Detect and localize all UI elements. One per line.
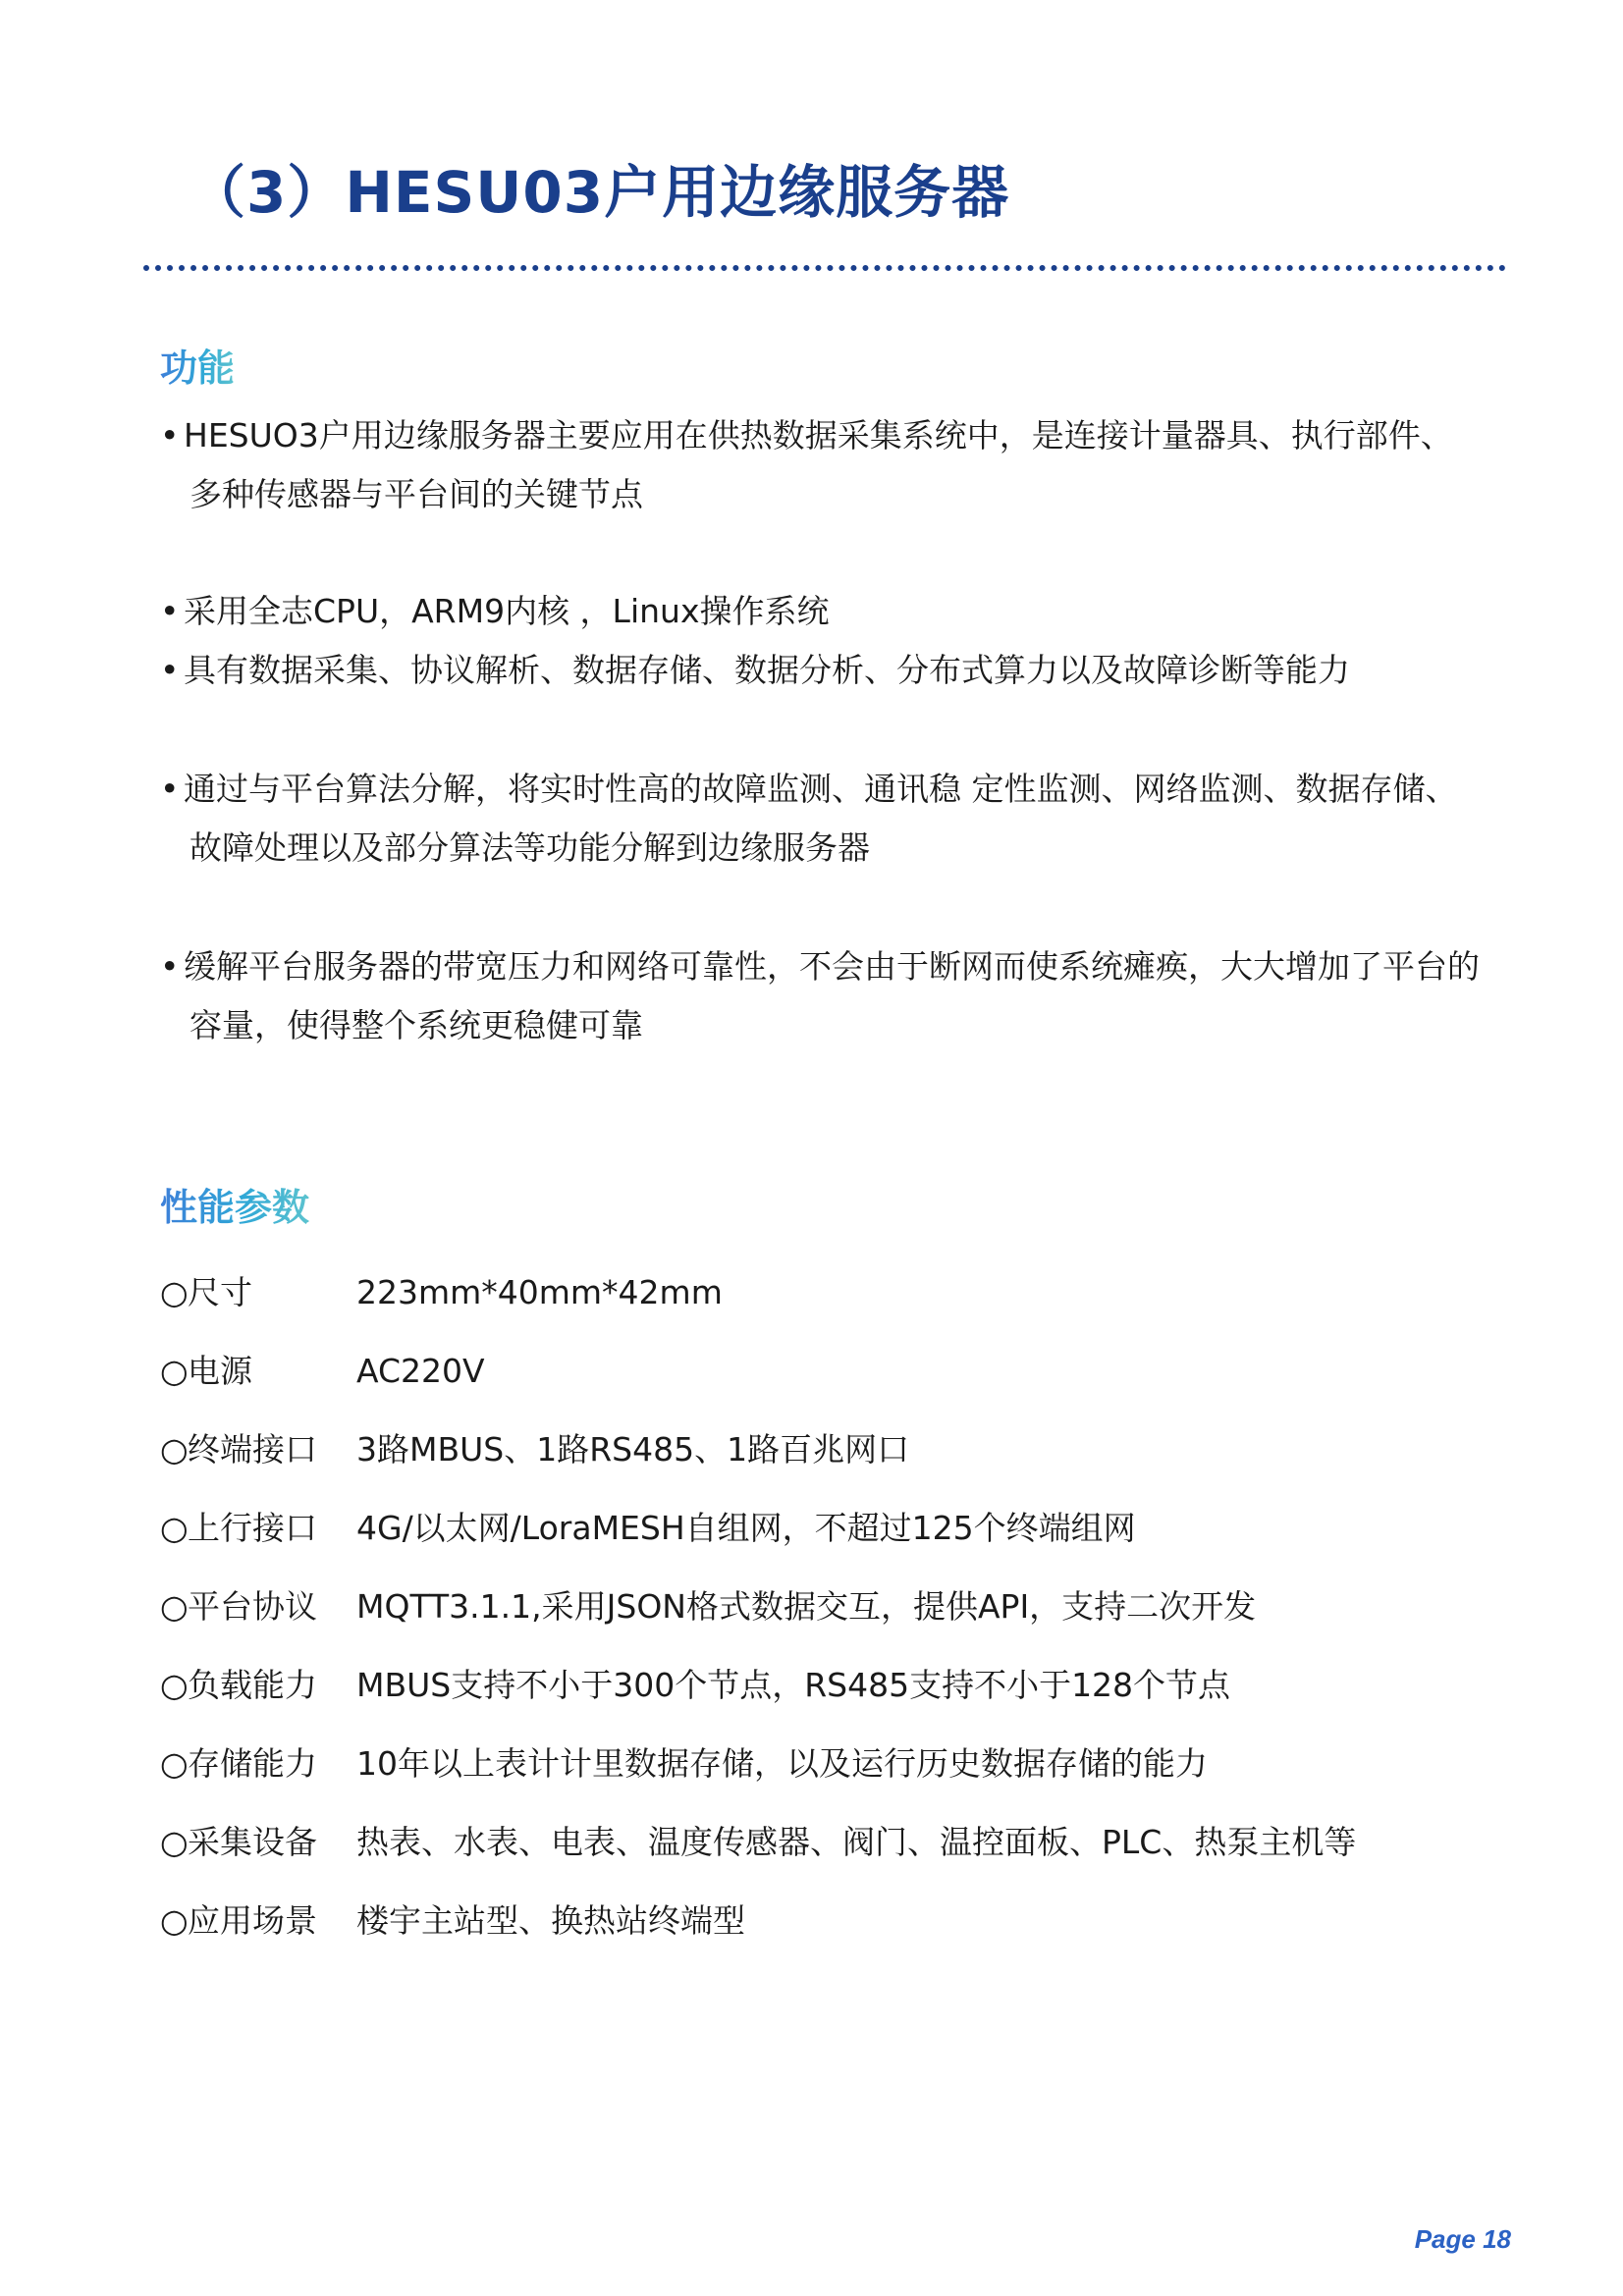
circle-bullet: ○ <box>160 1509 189 1547</box>
function-bullet-5 <box>160 937 1515 1055</box>
bullet-text: HESUO3户用边缘服务器主要应用在供热数据采集系统中，是连接计量器具、执行部件、 <box>184 416 1453 454</box>
circle-bullet: ○ <box>160 1352 189 1390</box>
spec-value: 10年以上表计计里数据存储，以及运行历史数据存储的能力 <box>356 1744 1208 1783</box>
spec-label: 存储能力 <box>188 1744 317 1783</box>
circle-bullet: ○ <box>160 1901 189 1940</box>
bullet-dot: • <box>160 770 180 808</box>
circle-bullet: ○ <box>160 1273 189 1311</box>
bullet-text: 通过与平台算法分解，将实时性高的故障监测、通讯稳 定性监测、网络监测、数据存储、 <box>184 770 1458 808</box>
function-bullet-2 <box>160 582 1515 641</box>
spec-heading: 性能参数 <box>160 1183 309 1232</box>
spec-value: AC220V <box>356 1352 485 1390</box>
spec-value: MQTT3.1.1,采用JSON格式数据交互，提供API，支持二次开发 <box>356 1587 1257 1626</box>
page-title: （3）HESU03户用边缘服务器 <box>189 159 1010 226</box>
spec-value: 4G/以太网/LoraMESH自组网，不超过125个终端组网 <box>356 1509 1136 1547</box>
spec-value: 223mm*40mm*42mm <box>356 1273 723 1311</box>
spec-value: MBUS支持不小于300个节点，RS485支持不小于128个节点 <box>356 1666 1231 1704</box>
spec-row-storage-capacity <box>160 1739 1208 1789</box>
spec-value: 楼宇主站型、换热站终端型 <box>356 1901 745 1940</box>
bullet-dot: • <box>160 651 180 689</box>
function-bullet-4 <box>160 760 1515 878</box>
spec-row-size <box>160 1268 723 1317</box>
spec-row-terminal-interface <box>160 1425 909 1474</box>
spec-label: 负载能力 <box>188 1666 317 1704</box>
function-bullet-1 <box>160 406 1515 524</box>
spec-value: 3路MBUS、1路RS485、1路百兆网口 <box>356 1430 910 1468</box>
spec-label: 电源 <box>188 1352 252 1390</box>
bullet-text: 具有数据采集、协议解析、数据存储、数据分析、分布式算力以及故障诊断等能力 <box>184 651 1350 689</box>
circle-bullet: ○ <box>160 1430 189 1468</box>
spec-row-load-capacity <box>160 1661 1230 1710</box>
bullet-text-continued: 故障处理以及部分算法等功能分解到边缘服务器 <box>189 828 870 867</box>
title-divider <box>143 265 1506 271</box>
circle-bullet: ○ <box>160 1587 189 1626</box>
spec-label: 应用场景 <box>188 1901 317 1940</box>
bullet-text-continued: 容量，使得整个系统更稳健可靠 <box>189 1006 643 1044</box>
spec-label: 平台协议 <box>188 1587 317 1626</box>
spec-row-application-scenario <box>160 1896 745 1946</box>
spec-row-power <box>160 1347 485 1396</box>
spec-label: 上行接口 <box>188 1509 317 1547</box>
circle-bullet: ○ <box>160 1744 189 1783</box>
circle-bullet: ○ <box>160 1823 189 1861</box>
spec-row-collection-devices <box>160 1818 1356 1867</box>
bullet-dot: • <box>160 416 180 454</box>
spec-label: 尺寸 <box>188 1273 252 1311</box>
function-bullet-3 <box>160 641 1515 700</box>
bullet-dot: • <box>160 592 180 630</box>
circle-bullet: ○ <box>160 1666 189 1704</box>
bullet-text: 缓解平台服务器的带宽压力和网络可靠性，不会由于断网而使系统瘫痪，大大增加了平台的 <box>184 947 1480 986</box>
bullet-dot: • <box>160 947 180 986</box>
bullet-text-continued: 多种传感器与平台间的关键节点 <box>189 475 643 513</box>
spec-label: 终端接口 <box>188 1430 317 1468</box>
function-heading: 功能 <box>160 344 235 393</box>
bullet-text: 采用全志CPU，ARM9内核 ，Linux操作系统 <box>184 592 830 630</box>
spec-label: 采集设备 <box>188 1823 317 1861</box>
spec-row-platform-protocol <box>160 1582 1256 1631</box>
page-number: Page 18 <box>1414 2224 1511 2254</box>
spec-row-uplink-interface <box>160 1504 1136 1553</box>
spec-value: 热表、水表、电表、温度传感器、阀门、温控面板、PLC、热泵主机等 <box>356 1823 1357 1861</box>
